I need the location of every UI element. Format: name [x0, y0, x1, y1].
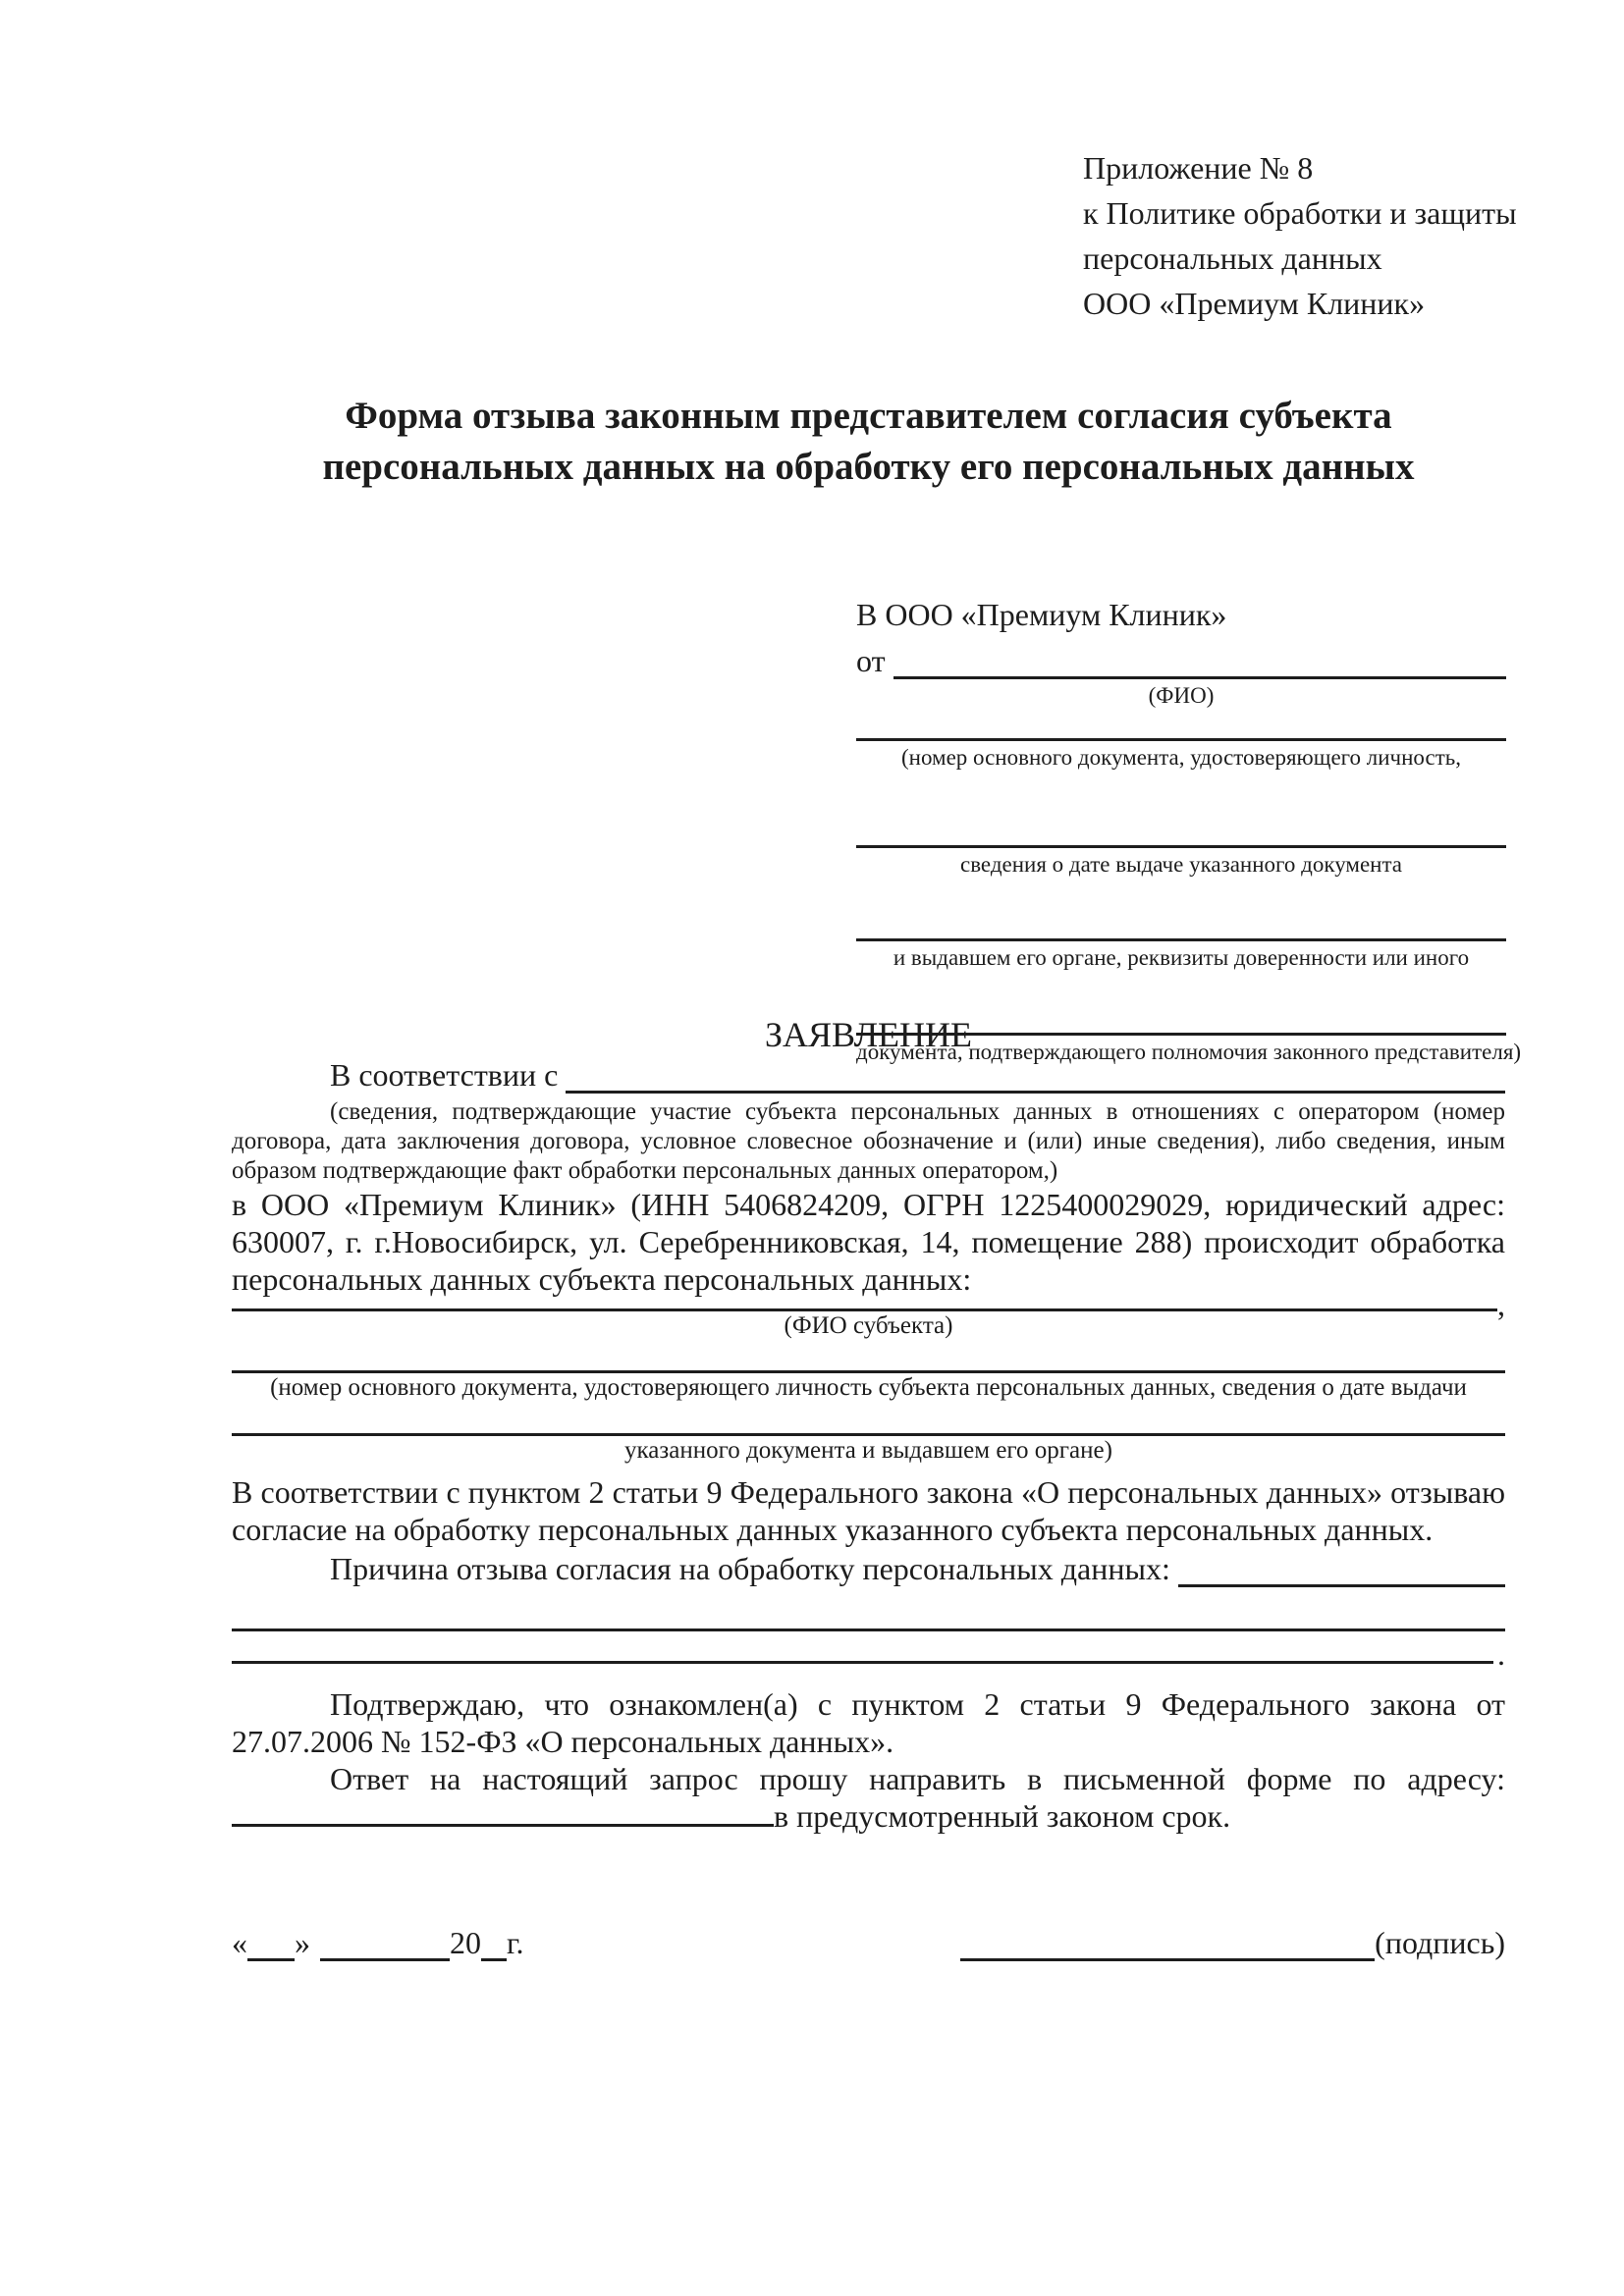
doc-info-caption: документа, подтверждающего полномочия законного представителя): [856, 1040, 1522, 1064]
blank-line-period: .: [1497, 1636, 1505, 1672]
doc-info-group: [856, 938, 1506, 973]
year-prefix: 20: [450, 1925, 481, 1960]
confirmation-paragraph: Подтверждаю, что ознакомлен(а) с пунктом 2 статьи 9 Федерального закона от 27.07.2006 № 152-ФЗ «О персональных данных».: [232, 1686, 1505, 1759]
accordance-caption: (сведения, подтверждающие участие субъекта персональных данных в отношениях с оператором (номер договора, дата заключения договора, условное словесное обозначение и (или) иные сведения), либо сведения, иным образом подтверждающие факт обработки персональных данных оператором,): [232, 1098, 1505, 1184]
annex-block: [1083, 145, 1517, 326]
annex-line: к Политике обработки и защиты: [1083, 195, 1517, 231]
subject-name-trailing-comma: ,: [1497, 1287, 1505, 1322]
date-month-blank[interactable]: [320, 1958, 450, 1961]
addressee-block: [856, 595, 1522, 1067]
reason-row: [232, 1550, 1505, 1587]
reason-extra-blank-line[interactable]: [232, 1661, 1493, 1664]
subject-doc-caption: (номер основного документа, удостоверяющего личность субъекта персональных данных, сведения о дате выдачи: [270, 1374, 1467, 1401]
accordance-prefix: В соответствии с: [330, 1057, 559, 1093]
doc-info-caption: (номер основного документа, удостоверяющего личность,: [900, 745, 1461, 770]
subject-doc-caption: указанного документа и выдавшем его органе): [624, 1437, 1112, 1464]
doc-info-blank-line[interactable]: [856, 738, 1506, 741]
subject-name-row: [232, 1287, 1505, 1322]
reply-address-row: [232, 1797, 1505, 1835]
reason-label: Причина отзыва согласия на обработку персональных данных:: [330, 1551, 1170, 1586]
doc-info-caption: сведения о дате выдаче указанного документа: [959, 852, 1403, 877]
doc-info-group: [856, 738, 1506, 773]
date-year-blank[interactable]: [481, 1958, 507, 1961]
document-title: Форма отзыва законным представителем согласия субъекта персональных данных на обработку его персональных данных: [322, 395, 1415, 488]
reply-address-blank-line[interactable]: [232, 1824, 774, 1827]
annex-line: ООО «Премиум Клиник»: [1083, 286, 1426, 321]
reply-request-line: Ответ на настоящий запрос прошу направить в письменной форме по адресу:: [330, 1761, 1505, 1796]
addressee-organization: В ООО «Премиум Клиник»: [856, 597, 1227, 632]
subject-doc-group: [232, 1433, 1505, 1466]
from-row: [856, 642, 1506, 679]
date-close-quote: »: [295, 1925, 310, 1960]
subject-fio-caption: (ФИО субъекта): [784, 1312, 953, 1339]
subject-doc-group: [232, 1370, 1505, 1403]
reason-extra-blank-row: [232, 1631, 1505, 1672]
doc-info-blank-line[interactable]: [856, 938, 1506, 941]
doc-info-group: [856, 845, 1506, 880]
from-label: от: [856, 643, 886, 678]
statement-heading: ЗАЯВЛЕНИЕ: [764, 1015, 973, 1054]
accordance-row: [232, 1056, 1505, 1094]
reply-suffix: в предусмотренный законом срок.: [774, 1798, 1231, 1834]
date-day-blank[interactable]: [247, 1958, 295, 1961]
reason-blank-line[interactable]: [1178, 1584, 1505, 1587]
statement-body: [232, 1056, 1505, 1835]
withdrawal-paragraph: В соответствии с пунктом 2 статьи 9 Федерального закона «О персональных данных» отзываю согласие на обработку персональных данных указанного субъекта персональных данных.: [232, 1474, 1505, 1547]
date-part: [232, 1925, 524, 1961]
signature-part: [960, 1925, 1505, 1961]
footer-row: [232, 1922, 1505, 1961]
year-suffix: г.: [507, 1925, 524, 1960]
annex-line: Приложение № 8: [1083, 150, 1314, 186]
accordance-blank-line[interactable]: [566, 1091, 1505, 1094]
date-open-quote: «: [232, 1925, 247, 1960]
doc-info-blank-line[interactable]: [856, 845, 1506, 848]
signature-blank-line[interactable]: [960, 1958, 1375, 1961]
fio-caption: (ФИО): [1148, 683, 1215, 708]
signature-caption: (подпись): [1375, 1925, 1505, 1960]
doc-info-caption: и выдавшем его органе, реквизиты доверенности или иного: [893, 945, 1470, 970]
operator-paragraph: в ООО «Премиум Клиник» (ИНН 5406824209, ОГРН 1225400029029, юридический адрес: 630007, г. г.Новосибирск, ул. Серебренниковская, 14, помещение 288) происходит обработка персональных данных субъекта персональных данных:: [232, 1187, 1505, 1297]
annex-line: персональных данных: [1083, 240, 1382, 276]
fio-blank-line[interactable]: [893, 676, 1506, 679]
